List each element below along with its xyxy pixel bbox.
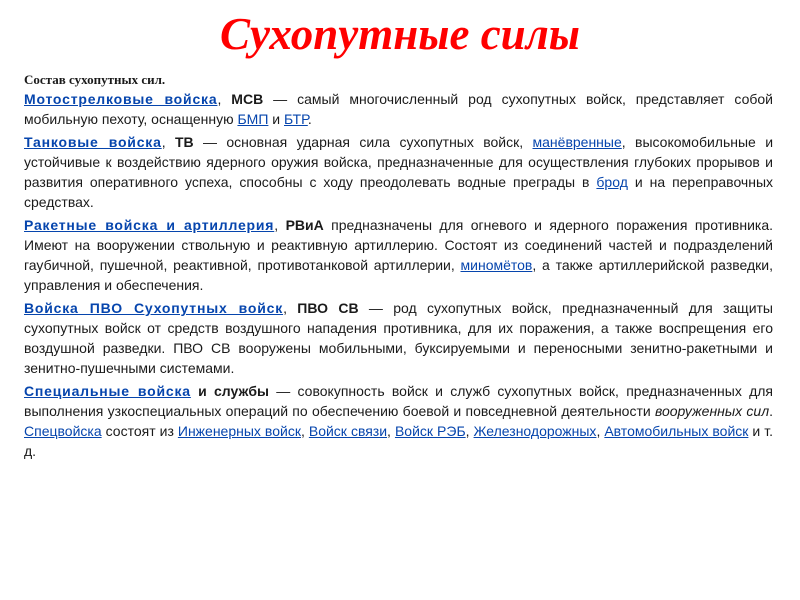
paragraph-motorized-rifle — [24, 89, 773, 129]
paragraph-air-defense — [24, 298, 773, 378]
separator: , — [596, 423, 605, 439]
comma: , — [161, 134, 166, 150]
link-railway-troops[interactable]: Железнодорожных — [473, 423, 597, 439]
subheading: Состав сухопутных сил. — [24, 72, 166, 87]
link-btr[interactable]: БТР — [284, 111, 308, 127]
period: . — [769, 403, 774, 419]
paragraph-text: — основная ударная сила сухопутных войск, — [193, 134, 533, 150]
paragraph-text: состоят из — [101, 423, 178, 439]
paragraph-text: , высокомобильные и устойчивые к воздействию ядерного оружия войска, предназначенные для осуществления глубоких прорывов и развития оперативного успеха, способны с ходу преодолевать водные преграды в — [24, 134, 774, 190]
document-body — [24, 70, 773, 464]
link-missile-troops-artillery[interactable]: Ракетные войска и артиллерия — [24, 217, 275, 233]
separator: , — [465, 423, 474, 439]
paragraph-missile-artillery — [24, 215, 773, 295]
separator: , — [387, 423, 395, 439]
abbr-pvo-sv: ПВО СВ — [297, 300, 359, 316]
abbr-rvia: РВиА — [285, 217, 324, 233]
conjunction: и — [268, 111, 284, 127]
link-maneuverable[interactable]: манёвренные — [532, 134, 622, 150]
separator: , — [300, 423, 309, 439]
paragraph-text: и т. д. — [24, 423, 773, 459]
paragraph-text: — род сухопутных войск, предназначенный для защиты сухопутных войск от средств воздушного нападения противника, для их поражения, а также воспрещения его воздушной разведки. ПВО СВ вооружены мобильными, буксируемыми и переносными зенитно-ракетными и зенитно-пушечными системами. — [24, 300, 773, 376]
link-ew-troops[interactable]: Войск РЭБ — [394, 423, 466, 439]
comma: , — [283, 300, 287, 316]
link-motorized-rifle-troops[interactable]: Мотострелковые войска — [24, 91, 218, 107]
abbr-msv: МСВ — [231, 91, 264, 107]
paragraph-text: предназначены для огневого и ядерного поражения противника. Имеют на вооружении ствольную и реактивную артиллерию. Состоят из соединений частей и подразделений гаубичной, пушечной, реактивной, противотанковой артиллерии, — [24, 217, 774, 273]
link-automobile-troops[interactable]: Автомобильных войск — [604, 423, 749, 439]
link-mortars[interactable]: миномётов — [460, 257, 533, 273]
link-tank-troops[interactable]: Танковые войска — [24, 134, 162, 150]
link-bmp[interactable]: БМП — [237, 111, 269, 127]
paragraph-text: , а также артиллерийской разведки, управления и обеспечения. — [24, 257, 773, 293]
comma: , — [274, 217, 279, 233]
emphasis-armed-forces: вооруженных сил — [654, 403, 770, 419]
abbr-tv: ТВ — [174, 134, 194, 150]
link-special-troops[interactable]: Специальные войска — [24, 383, 191, 399]
link-air-defense-troops[interactable]: Войска ПВО Сухопутных войск — [24, 300, 284, 316]
paragraph-special-troops — [24, 381, 773, 461]
slide-title: Сухопутные силы — [219, 9, 581, 59]
link-spetsvoiska[interactable]: Спецвойска — [24, 423, 102, 439]
link-signal-troops[interactable]: Войск связи — [308, 423, 388, 439]
paragraph-text: и на переправочных средствах. — [24, 174, 774, 210]
and-services: и службы — [190, 383, 269, 399]
paragraph-text: — самый многочисленный род сухопутных войск, представляет собой мобильную пехоту, оснащенную — [24, 91, 773, 127]
paragraph-tank-troops — [24, 132, 773, 212]
paragraph-text: — совокупность войск и служб сухопутных войск, предназначенных для выполнения узкоспециальных операций по обеспечению боевой и повседневной деятельности — [24, 383, 773, 419]
link-engineer-troops[interactable]: Инженерных войск — [177, 423, 301, 439]
comma: , — [217, 91, 222, 107]
link-ford[interactable]: брод — [596, 174, 628, 190]
period: . — [307, 111, 312, 127]
